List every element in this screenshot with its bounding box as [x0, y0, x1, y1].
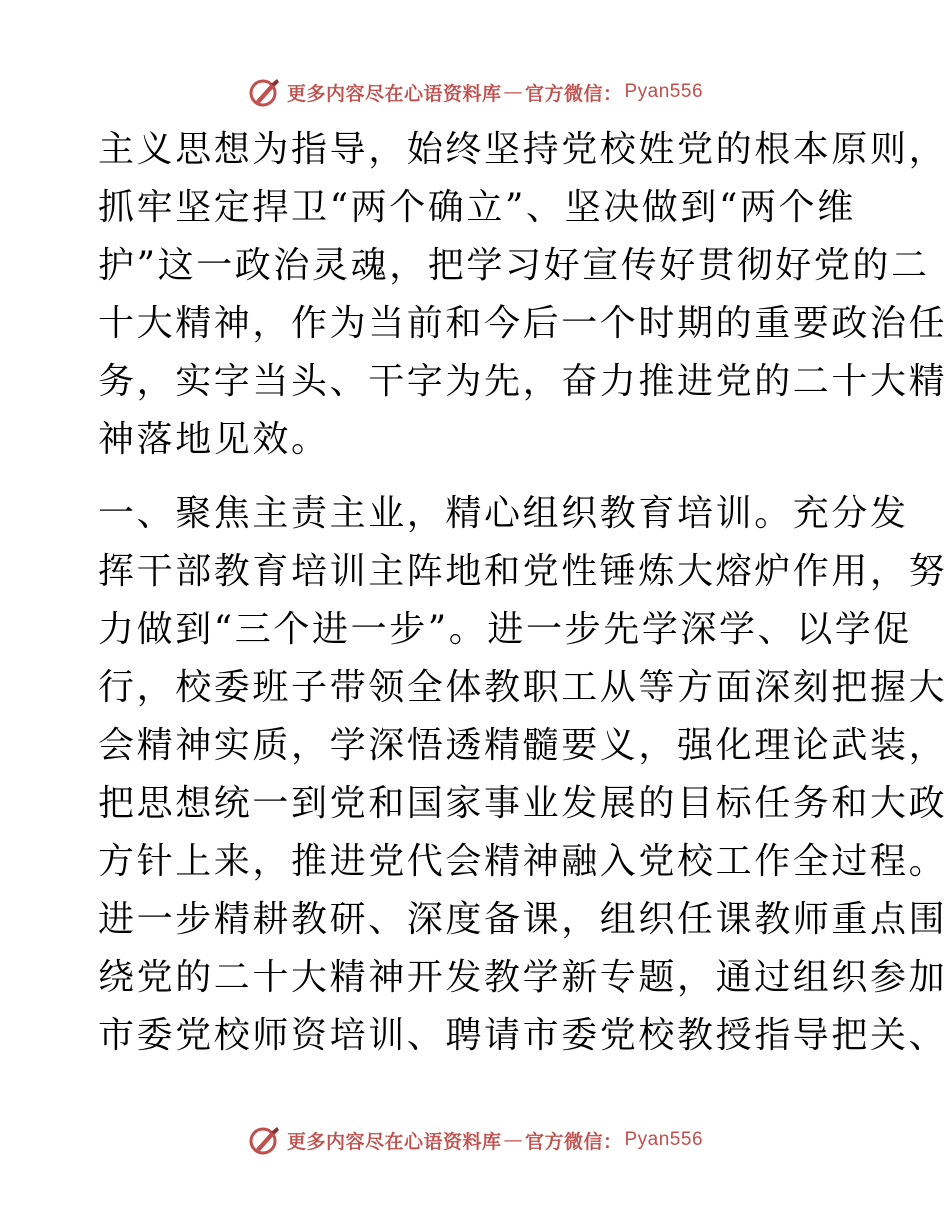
header-watermark-banner [0, 72, 950, 112]
brush-logo-icon [247, 1123, 281, 1157]
footer-watermark-banner [0, 1120, 950, 1160]
banner-separator: — [503, 81, 523, 103]
text-line: 神落地见效。 [98, 419, 330, 460]
banner-label: 官方微信： [524, 1130, 623, 1153]
text-line: 方针上来，推进党代会精神融入党校工作全过程。 [98, 841, 948, 882]
brush-logo-icon [247, 75, 281, 109]
paragraph-1 [98, 121, 948, 469]
text-line: 行，校委班子带领全体教职工从等方面深刻把握大 [98, 667, 948, 708]
paragraph-gap [98, 469, 858, 485]
document-body [98, 121, 948, 1065]
text-line: 护”这一政治灵魂，把学习好宣传好贯彻好党的二 [98, 245, 930, 286]
text-line: 务，实字当头、干字为先，奋力推进党的二十大精 [98, 361, 948, 402]
text-line: 市委党校师资培训、聘请市委党校教授指导把关、 [98, 1015, 948, 1056]
banner-main-text: 更多内容尽在心语资料库 [286, 1130, 502, 1153]
text-line: 把思想统一到党和国家事业发展的目标任务和大政 [98, 783, 948, 824]
text-line: 一、聚焦主责主业，精心组织教育培训。充分发 [98, 493, 909, 534]
text-line: 挥干部教育培训主阵地和党性锤炼大熔炉作用，努 [98, 551, 948, 592]
text-line: 抓牢坚定捍卫“两个确立”、坚决做到“两个维 [98, 187, 856, 228]
text-line: 会精神实质，学深悟透精髓要义，强化理论武装， [98, 725, 948, 766]
text-line: 进一步精耕教研、深度备课，组织任课教师重点围 [98, 899, 948, 940]
text-line: 主义思想为指导，始终坚持党校姓党的根本原则， [98, 129, 948, 170]
banner-wechat-id: Pyan556 [624, 81, 704, 102]
text-line: 十大精神，作为当前和今后一个时期的重要政治任 [98, 303, 948, 344]
banner-main-text: 更多内容尽在心语资料库 [286, 82, 502, 105]
text-line: 力做到“三个进一步”。进一步先学深学、以学促 [98, 609, 913, 650]
text-line: 绕党的二十大精神开发教学新专题，通过组织参加 [98, 957, 948, 998]
paragraph-2 [98, 485, 948, 1065]
banner-separator: — [503, 1129, 523, 1151]
banner-label: 官方微信： [524, 82, 623, 105]
banner-wechat-id: Pyan556 [624, 1129, 704, 1150]
